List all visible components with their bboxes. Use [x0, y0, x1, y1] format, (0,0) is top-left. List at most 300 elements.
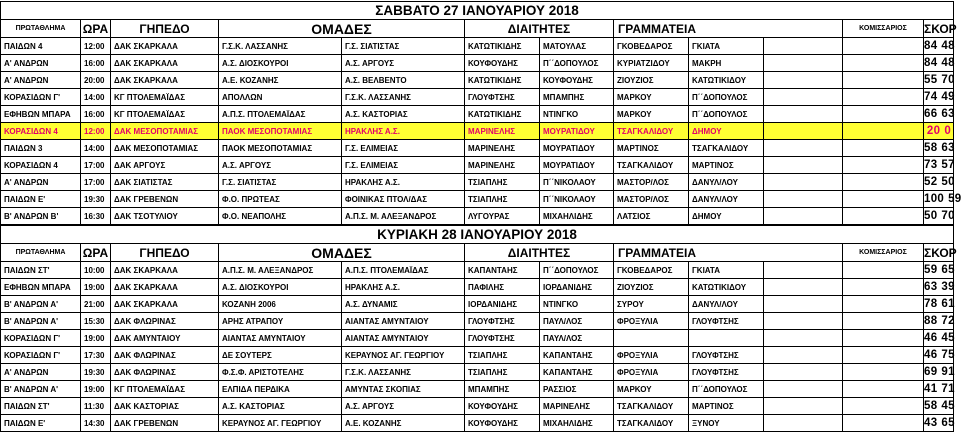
referee-2-cell: ΙΟΡΔΑΝΙΔΗΣ: [540, 279, 614, 296]
home-score: 43: [924, 416, 938, 429]
commissioner-cell: [843, 313, 924, 330]
time-cell: 19:30: [81, 191, 111, 208]
extra-official-cell: [764, 313, 843, 330]
referee-2-cell: ΜΟΥΡΑΤΙΔΟΥ: [540, 123, 614, 140]
venue-cell: ΔΑΚ ΣΚΑΡΚΑΛΑ: [111, 38, 219, 55]
header-referees: ΔΙΑΙΤΗΤΕΣ: [465, 244, 614, 262]
game-row: [1, 106, 954, 123]
away-team-cell: Γ.Σ.Κ. ΛΑΣΣΑΝΗΣ: [342, 89, 465, 106]
away-team-cell: ΗΡΑΚΛΗΣ Α.Σ.: [342, 174, 465, 191]
venue-cell: ΚΓ ΠΤΟΛΕΜΑΪΔΑΣ: [111, 89, 219, 106]
home-score: 69: [924, 365, 938, 378]
referee-1-cell: ΓΛΟΥΦΤΣΗΣ: [465, 313, 540, 330]
venue-cell: ΔΑΚ ΣΚΑΡΚΑΛΑ: [111, 262, 219, 279]
away-score: 71: [941, 382, 955, 395]
venue-cell: ΔΑΚ ΚΑΣΤΟΡΙΑΣ: [111, 398, 219, 415]
home-team-cell: Α.Π.Σ. Μ. ΑΛΕΞΑΝΔΡΟΣ: [219, 262, 342, 279]
commissioner-cell: [843, 38, 924, 55]
home-team-cell: Α.Σ. ΚΑΣΤΟΡΙΑΣ: [219, 398, 342, 415]
extra-official-cell: [764, 279, 843, 296]
extra-official-cell: [764, 106, 843, 123]
championship-cell: ΚΟΡΑΣΙΔΩΝ Γ': [1, 89, 81, 106]
away-team-cell: ΗΡΑΚΛΗΣ Α.Σ.: [342, 279, 465, 296]
score-cell: [924, 208, 954, 225]
time-cell: 19:00: [81, 279, 111, 296]
secretary-1-cell: ΜΑΡΤΙΝΟΣ: [614, 140, 689, 157]
home-team-cell: Α.Σ. ΔΙΟΣΚΟΥΡΟΙ: [219, 279, 342, 296]
secretary-1-cell: ΓΚΟΒΕΔΑΡΟΣ: [614, 38, 689, 55]
commissioner-cell: [843, 140, 924, 157]
time-cell: 17:30: [81, 347, 111, 364]
secretary-2-cell: ΜΑΚΡΗ: [689, 55, 764, 72]
header-commissioner: ΚΟΜΙΣΣΑΡΙΟΣ: [843, 20, 924, 38]
referee-2-cell: ΚΑΠΑΝΤΑΗΣ: [540, 347, 614, 364]
game-row: [1, 191, 954, 208]
time-cell: 17:00: [81, 157, 111, 174]
score-cell: [924, 174, 954, 191]
venue-cell: ΔΑΚ ΦΛΩΡΙΝΑΣ: [111, 347, 219, 364]
venue-cell: ΔΑΚ ΓΡΕΒΕΝΩΝ: [111, 191, 219, 208]
score-cell: [924, 364, 954, 381]
home-team-cell: ΑΙΑΝΤΑΣ ΑΜΥΝΤΑΙΟΥ: [219, 330, 342, 347]
saturday-schedule-table: [0, 1, 962, 225]
referee-2-cell: ΝΤΙΝΓΚΟ: [540, 106, 614, 123]
referee-1-cell: ΠΑΦΙΛΗΣ: [465, 279, 540, 296]
score-cell: [924, 106, 954, 123]
extra-official-cell: [764, 208, 843, 225]
away-score: 39: [941, 280, 955, 293]
extra-official-cell: [764, 191, 843, 208]
commissioner-cell: [843, 123, 924, 140]
referee-2-cell: ΚΑΠΑΝΤΑΗΣ: [540, 364, 614, 381]
extra-official-cell: [764, 89, 843, 106]
score-cell: [924, 123, 954, 140]
referee-1-cell: ΜΑΡΙΝΕΛΗΣ: [465, 123, 540, 140]
away-team-cell: Α.Π.Σ. ΠΤΟΛΕΜΑΪΔΑΣ: [342, 262, 465, 279]
referee-2-cell: Π΄΄ΝΙΚΟΛΑΟΥ: [540, 191, 614, 208]
championship-cell: Β' ΑΝΔΡΩΝ Α': [1, 381, 81, 398]
time-cell: 16:30: [81, 208, 111, 225]
away-team-cell: Γ.Σ.Κ. ΛΑΣΣΑΝΗΣ: [342, 364, 465, 381]
venue-cell: ΔΑΚ ΜΕΣΟΠΟΤΑΜΙΑΣ: [111, 140, 219, 157]
secretary-2-cell: ΚΑΤΩΤΙΚΙΔΟΥ: [689, 279, 764, 296]
time-cell: 19:30: [81, 364, 111, 381]
championship-cell: ΠΑΙΔΩΝ ΣΤ': [1, 262, 81, 279]
sunday-schedule-table: [0, 225, 957, 432]
time-cell: 12:00: [81, 38, 111, 55]
home-score: 46: [924, 348, 938, 361]
time-cell: 17:00: [81, 174, 111, 191]
home-team-cell: ΑΠΟΛΛΩΝ: [219, 89, 342, 106]
home-score: 58: [924, 399, 938, 412]
commissioner-cell: [843, 208, 924, 225]
day-title: ΚΥΡΙΑΚΗ 28 ΙΑΝΟΥΑΡΙΟΥ 2018: [1, 226, 954, 244]
commissioner-cell: [843, 415, 924, 432]
home-score: 66: [924, 107, 938, 120]
extra-official-cell: [764, 330, 843, 347]
secretary-2-cell: ΔΑΝΥΛ/ΛΟΥ: [689, 191, 764, 208]
score-cell: [924, 296, 954, 313]
time-cell: 15:30: [81, 313, 111, 330]
secretary-1-cell: ΜΑΡΚΟΥ: [614, 89, 689, 106]
header-venue: ΓΗΠΕΔΟ: [111, 20, 219, 38]
secretary-2-cell: ΚΑΤΩΤΙΚΙΔΟΥ: [689, 72, 764, 89]
commissioner-cell: [843, 296, 924, 313]
championship-cell: ΠΑΙΔΩΝ ΣΤ': [1, 398, 81, 415]
championship-cell: Β' ΑΝΔΡΩΝ Α': [1, 313, 81, 330]
referee-1-cell: ΚΑΤΩΤΙΚΙΔΗΣ: [465, 106, 540, 123]
time-cell: 14:00: [81, 140, 111, 157]
header-secretariat: ΓΡΑΜΜΑΤΕΙΑ: [614, 20, 843, 38]
day-title-row: [1, 2, 954, 20]
referee-1-cell: ΤΣΙΑΠΛΗΣ: [465, 174, 540, 191]
game-row: [1, 89, 954, 106]
day-title: ΣΑΒΒΑΤΟ 27 ΙΑΝΟΥΑΡΙΟΥ 2018: [1, 2, 954, 20]
game-row: [1, 364, 954, 381]
championship-cell: ΠΑΙΔΩΝ Ε': [1, 191, 81, 208]
away-score: 75: [941, 348, 955, 361]
secretary-2-cell: ΔΑΝΥΛ/ΛΟΥ: [689, 296, 764, 313]
score-cell: [924, 157, 954, 174]
secretary-2-cell: ΜΑΡΤΙΝΟΣ: [689, 157, 764, 174]
away-team-cell: Α.Σ. ΒΕΛΒΕΝΤΟ: [342, 72, 465, 89]
score-cell: [924, 89, 954, 106]
away-score: 59: [948, 192, 962, 205]
home-score: 59: [924, 263, 938, 276]
time-cell: 19:00: [81, 381, 111, 398]
time-cell: 11:30: [81, 398, 111, 415]
commissioner-cell: [843, 279, 924, 296]
game-row: [1, 123, 954, 140]
header-championship: ΠΡΩΤΑΘΛΗΜΑ: [1, 244, 81, 262]
championship-cell: ΚΟΡΑΣΙΔΩΝ 4: [1, 157, 81, 174]
away-team-cell: ΦΟΙΝΙΚΑΣ ΠΤΟΛ/ΔΑΣ: [342, 191, 465, 208]
venue-cell: ΔΑΚ ΣΚΑΡΚΑΛΑ: [111, 55, 219, 72]
away-team-cell: Α.Π.Σ. Μ. ΑΛΕΞΑΝΔΡΟΣ: [342, 208, 465, 225]
home-team-cell: ΚΟΖΑΝΗ 2006: [219, 296, 342, 313]
game-row: [1, 55, 954, 72]
secretary-1-cell: ΤΣΑΓΚΑΛΙΔΟΥ: [614, 157, 689, 174]
referee-1-cell: ΓΛΟΥΦΤΣΗΣ: [465, 330, 540, 347]
header-row: [1, 20, 954, 38]
championship-cell: Α' ΑΝΔΡΩΝ: [1, 174, 81, 191]
extra-official-cell: [764, 347, 843, 364]
away-team-cell: Γ.Σ. ΣΙΑΤΙΣΤΑΣ: [342, 38, 465, 55]
secretary-1-cell: ΛΑΤΣΙΟΣ: [614, 208, 689, 225]
referee-2-cell: ΠΑΥΛ/ΛΟΣ: [540, 330, 614, 347]
home-team-cell: Φ.Σ.Φ. ΑΡΙΣΤΟΤΕΛΗΣ: [219, 364, 342, 381]
extra-official-cell: [764, 55, 843, 72]
home-score: 20: [926, 124, 941, 137]
home-score: 74: [924, 90, 938, 103]
secretary-2-cell: ΓΛΟΥΦΤΣΗΣ: [689, 313, 764, 330]
away-team-cell: Γ.Σ. ΕΛΙΜΕΙΑΣ: [342, 140, 465, 157]
header-commissioner: ΚΟΜΙΣΣΑΡΙΟΣ: [843, 244, 924, 262]
championship-cell: ΕΦΗΒΩΝ ΜΠΑΡΑ: [1, 279, 81, 296]
championship-cell: ΕΦΗΒΩΝ ΜΠΑΡΑ: [1, 106, 81, 123]
game-row: [1, 381, 954, 398]
venue-cell: ΔΑΚ ΣΚΑΡΚΑΛΑ: [111, 279, 219, 296]
championship-cell: ΚΟΡΑΣΙΔΩΝ 4: [1, 123, 81, 140]
referee-1-cell: ΚΟΥΦΟΥΔΗΣ: [465, 55, 540, 72]
referee-1-cell: ΙΟΡΔΑΝΙΔΗΣ: [465, 296, 540, 313]
commissioner-cell: [843, 398, 924, 415]
secretary-2-cell: ΓΛΟΥΦΤΣΗΣ: [689, 364, 764, 381]
header-referees: ΔΙΑΙΤΗΤΕΣ: [465, 20, 614, 38]
away-score: 63: [941, 107, 955, 120]
header-time: ΩΡΑ: [81, 244, 111, 262]
venue-cell: ΔΑΚ ΑΜΥΝΤΑΙΟΥ: [111, 330, 219, 347]
game-row: [1, 140, 954, 157]
game-row: [1, 262, 954, 279]
championship-cell: ΠΑΙΔΩΝ Ε': [1, 415, 81, 432]
secretary-2-cell: ΞΥΝΟΥ: [689, 415, 764, 432]
secretary-2-cell: ΜΑΡΤΙΝΟΣ: [689, 398, 764, 415]
championship-cell: Α' ΑΝΔΡΩΝ: [1, 72, 81, 89]
commissioner-cell: [843, 364, 924, 381]
score-cell: [924, 313, 954, 330]
home-score: 100: [924, 192, 945, 205]
home-score: 50: [924, 209, 938, 222]
home-score: 46: [924, 331, 938, 344]
championship-cell: ΠΑΙΔΩΝ 3: [1, 140, 81, 157]
secretary-1-cell: ΜΑΡΚΟΥ: [614, 381, 689, 398]
secretary-2-cell: ΤΣΑΓΚΑΛΙΔΟΥ: [689, 140, 764, 157]
referee-2-cell: ΜΙΧΑΗΛΙΔΗΣ: [540, 415, 614, 432]
commissioner-cell: [843, 72, 924, 89]
secretary-1-cell: ΖΙΟΥΖΙΟΣ: [614, 72, 689, 89]
home-team-cell: Α.Σ. ΑΡΓΟΥΣ: [219, 157, 342, 174]
secretary-1-cell: ΤΣΑΓΚΑΛΙΔΟΥ: [614, 398, 689, 415]
away-score: 0: [944, 124, 952, 137]
time-cell: 21:00: [81, 296, 111, 313]
away-team-cell: Α.Σ. ΔΥΝΑΜΙΣ: [342, 296, 465, 313]
home-score: 52: [924, 175, 938, 188]
header-score: ΣΚΟΡ: [924, 21, 957, 36]
score-cell: [924, 38, 954, 55]
game-row: [1, 398, 954, 415]
game-row: [1, 279, 954, 296]
referee-1-cell: ΚΟΥΦΟΥΔΗΣ: [465, 415, 540, 432]
referee-1-cell: ΚΑΤΩΤΙΚΙΔΗΣ: [465, 72, 540, 89]
score-cell: [924, 279, 954, 296]
score-cell: [924, 55, 954, 72]
home-team-cell: Φ.Ο. ΝΕΑΠΟΛΗΣ: [219, 208, 342, 225]
extra-official-cell: [764, 157, 843, 174]
referee-1-cell: ΤΣΙΑΠΛΗΣ: [465, 347, 540, 364]
home-team-cell: Α.Σ. ΔΙΟΣΚΟΥΡΟΙ: [219, 55, 342, 72]
time-cell: 12:00: [81, 123, 111, 140]
extra-official-cell: [764, 381, 843, 398]
away-team-cell: Α.Σ. ΑΡΓΟΥΣ: [342, 398, 465, 415]
home-score: 73: [924, 158, 938, 171]
score-cell: [924, 398, 954, 415]
referee-2-cell: Π΄΄ΔΟΠΟΥΛΟΣ: [540, 262, 614, 279]
away-score: 45: [941, 331, 955, 344]
secretary-2-cell: ΔΗΜΟΥ: [689, 208, 764, 225]
score-cell: [924, 347, 954, 364]
time-cell: 14:30: [81, 415, 111, 432]
day-title-row: [1, 226, 954, 244]
championship-cell: Α' ΑΝΔΡΩΝ: [1, 55, 81, 72]
extra-official-cell: [764, 415, 843, 432]
home-score: 41: [924, 382, 938, 395]
secretary-1-cell: ΜΑΡΚΟΥ: [614, 106, 689, 123]
referee-2-cell: ΠΑΥΛ/ΛΟΣ: [540, 313, 614, 330]
away-team-cell: Γ.Σ. ΕΛΙΜΕΙΑΣ: [342, 157, 465, 174]
championship-cell: Β' ΑΝΔΡΩΝ Α': [1, 296, 81, 313]
away-team-cell: Α.Ε. ΚΟΖΑΝΗΣ: [342, 415, 465, 432]
header-row: [1, 244, 954, 262]
away-score: 91: [941, 365, 955, 378]
home-score: 78: [924, 297, 938, 310]
secretary-1-cell: ΖΙΟΥΖΙΟΣ: [614, 279, 689, 296]
away-score: 70: [941, 209, 955, 222]
secretary-1-cell: [614, 330, 689, 347]
extra-official-cell: [764, 174, 843, 191]
commissioner-cell: [843, 330, 924, 347]
championship-cell: Α' ΑΝΔΡΩΝ: [1, 364, 81, 381]
home-team-cell: Α.Ε. ΚΟΖΑΝΗΣ: [219, 72, 342, 89]
away-team-cell: ΗΡΑΚΛΗΣ Α.Σ.: [342, 123, 465, 140]
venue-cell: ΔΑΚ ΤΣΟΤΥΛΙΟΥ: [111, 208, 219, 225]
championship-cell: ΠΑΙΔΩΝ 4: [1, 38, 81, 55]
venue-cell: ΔΑΚ ΣΙΑΤΙΣΤΑΣ: [111, 174, 219, 191]
secretary-2-cell: ΓΚΙΑΤΑ: [689, 38, 764, 55]
home-team-cell: ΕΛΠΙΔΑ ΠΕΡΔΙΚΑ: [219, 381, 342, 398]
score-cell: [924, 381, 954, 398]
home-score: 58: [924, 141, 938, 154]
time-cell: 16:00: [81, 55, 111, 72]
venue-cell: ΔΑΚ ΦΛΩΡΙΝΑΣ: [111, 364, 219, 381]
extra-official-cell: [764, 398, 843, 415]
away-team-cell: Α.Σ. ΚΑΣΤΟΡΙΑΣ: [342, 106, 465, 123]
header-venue: ΓΗΠΕΔΟ: [111, 244, 219, 262]
score-cell: [924, 262, 954, 279]
referee-2-cell: ΚΟΥΦΟΥΔΗΣ: [540, 72, 614, 89]
home-team-cell: Γ.Σ.Κ. ΛΑΣΣΑΝΗΣ: [219, 38, 342, 55]
header-time: ΩΡΑ: [81, 20, 111, 38]
secretary-1-cell: ΤΣΑΓΚΑΛΙΔΟΥ: [614, 123, 689, 140]
home-team-cell: ΠΑΟΚ ΜΕΣΟΠΟΤΑΜΙΑΣ: [219, 140, 342, 157]
home-score: 55: [924, 73, 938, 86]
score-cell: [924, 330, 954, 347]
venue-cell: ΔΑΚ ΦΛΩΡΙΝΑΣ: [111, 313, 219, 330]
time-cell: 20:00: [81, 72, 111, 89]
referee-2-cell: ΜΠΑΜΠΗΣ: [540, 89, 614, 106]
home-score: 84: [924, 39, 938, 52]
away-score: 72: [941, 314, 955, 327]
away-team-cell: ΑΜΥΝΤΑΣ ΣΚΟΠΙΑΣ: [342, 381, 465, 398]
extra-official-cell: [764, 262, 843, 279]
commissioner-cell: [843, 89, 924, 106]
championship-cell: Β' ΑΝΔΡΩΝ Β': [1, 208, 81, 225]
home-team-cell: Φ.Ο. ΠΡΩΤΕΑΣ: [219, 191, 342, 208]
home-team-cell: ΠΑΟΚ ΜΕΣΟΠΟΤΑΜΙΑΣ: [219, 123, 342, 140]
time-cell: 19:00: [81, 330, 111, 347]
commissioner-cell: [843, 106, 924, 123]
game-row: [1, 415, 954, 432]
secretary-1-cell: ΦΡΟΞΥΛΙΑ: [614, 313, 689, 330]
secretary-1-cell: ΦΡΟΞΥΛΙΑ: [614, 364, 689, 381]
secretary-1-cell: ΣΥΡΟΥ: [614, 296, 689, 313]
home-score: 63: [924, 280, 938, 293]
referee-1-cell: ΚΑΠΑΝΤΑΗΣ: [465, 262, 540, 279]
secretary-1-cell: ΓΚΟΒΕΔΑΡΟΣ: [614, 262, 689, 279]
extra-official-cell: [764, 296, 843, 313]
away-score: 50: [941, 175, 955, 188]
commissioner-cell: [843, 174, 924, 191]
away-score: 63: [941, 141, 955, 154]
referee-1-cell: ΚΑΤΩΤΙΚΙΔΗΣ: [465, 38, 540, 55]
extra-official-cell: [764, 72, 843, 89]
time-cell: 10:00: [81, 262, 111, 279]
referee-1-cell: ΤΣΙΑΠΛΗΣ: [465, 364, 540, 381]
venue-cell: ΔΑΚ ΓΡΕΒΕΝΩΝ: [111, 415, 219, 432]
referee-1-cell: ΜΑΡΙΝΕΛΗΣ: [465, 140, 540, 157]
commissioner-cell: [843, 347, 924, 364]
home-score: 84: [924, 56, 938, 69]
referee-2-cell: ΜΙΧΑΗΛΙΔΗΣ: [540, 208, 614, 225]
commissioner-cell: [843, 262, 924, 279]
game-row: [1, 296, 954, 313]
extra-official-cell: [764, 140, 843, 157]
venue-cell: ΚΓ ΠΤΟΛΕΜΑΪΔΑΣ: [111, 106, 219, 123]
away-score: 45: [941, 399, 955, 412]
secretary-1-cell: ΦΡΟΞΥΛΙΑ: [614, 347, 689, 364]
away-team-cell: Α.Σ. ΑΡΓΟΥΣ: [342, 55, 465, 72]
score-cell: [924, 191, 962, 208]
commissioner-cell: [843, 191, 924, 208]
home-team-cell: ΔΕ ΣΟΥΤΕΡΣ: [219, 347, 342, 364]
secretary-2-cell: ΔΗΜΟΥ: [689, 123, 764, 140]
championship-cell: ΚΟΡΑΣΙΔΩΝ Γ': [1, 347, 81, 364]
home-score: 88: [924, 314, 938, 327]
referee-2-cell: ΜΑΡΙΝΕΛΗΣ: [540, 398, 614, 415]
header-teams: ΟΜΑΔΕΣ: [219, 20, 465, 38]
away-score: 57: [941, 158, 955, 171]
game-row: [1, 208, 954, 225]
game-row: [1, 157, 954, 174]
game-row: [1, 330, 954, 347]
referee-2-cell: ΜΑΤΟΥΛΑΣ: [540, 38, 614, 55]
referee-1-cell: ΛΥΓΟΥΡΑΣ: [465, 208, 540, 225]
game-row: [1, 347, 954, 364]
championship-cell: ΚΟΡΑΣΙΔΩΝ Γ': [1, 330, 81, 347]
secretary-2-cell: Π΄΄ΔΟΠΟΥΛΟΣ: [689, 89, 764, 106]
secretary-2-cell: ΔΑΝΥΛ/ΛΟΥ: [689, 174, 764, 191]
secretary-1-cell: ΤΣΑΓΚΑΛΙΔΟΥ: [614, 415, 689, 432]
secretary-2-cell: Π΄΄ΔΟΠΟΥΛΟΣ: [689, 381, 764, 398]
home-team-cell: Α.Π.Σ. ΠΤΟΛΕΜΑΪΔΑΣ: [219, 106, 342, 123]
away-score: 49: [941, 90, 955, 103]
time-cell: 14:00: [81, 89, 111, 106]
away-score: 48: [941, 39, 955, 52]
secretary-2-cell: ΓΛΟΥΦΤΣΗΣ: [689, 347, 764, 364]
time-cell: 16:00: [81, 106, 111, 123]
referee-2-cell: Π΄΄ΔΟΠΟΥΛΟΣ: [540, 55, 614, 72]
home-team-cell: ΚΕΡΑΥΝΟΣ ΑΓ. ΓΕΩΡΓΙΟΥ: [219, 415, 342, 432]
referee-1-cell: ΤΣΙΑΠΛΗΣ: [465, 191, 540, 208]
venue-cell: ΔΑΚ ΑΡΓΟΥΣ: [111, 157, 219, 174]
game-row: [1, 174, 954, 191]
header-secretariat: ΓΡΑΜΜΑΤΕΙΑ: [614, 244, 843, 262]
venue-cell: ΔΑΚ ΜΕΣΟΠΟΤΑΜΙΑΣ: [111, 123, 219, 140]
game-row: [1, 72, 954, 89]
referee-1-cell: ΜΑΡΙΝΕΛΗΣ: [465, 157, 540, 174]
referee-2-cell: ΜΟΥΡΑΤΙΔΟΥ: [540, 140, 614, 157]
referee-2-cell: ΝΤΙΝΓΚΟ: [540, 296, 614, 313]
